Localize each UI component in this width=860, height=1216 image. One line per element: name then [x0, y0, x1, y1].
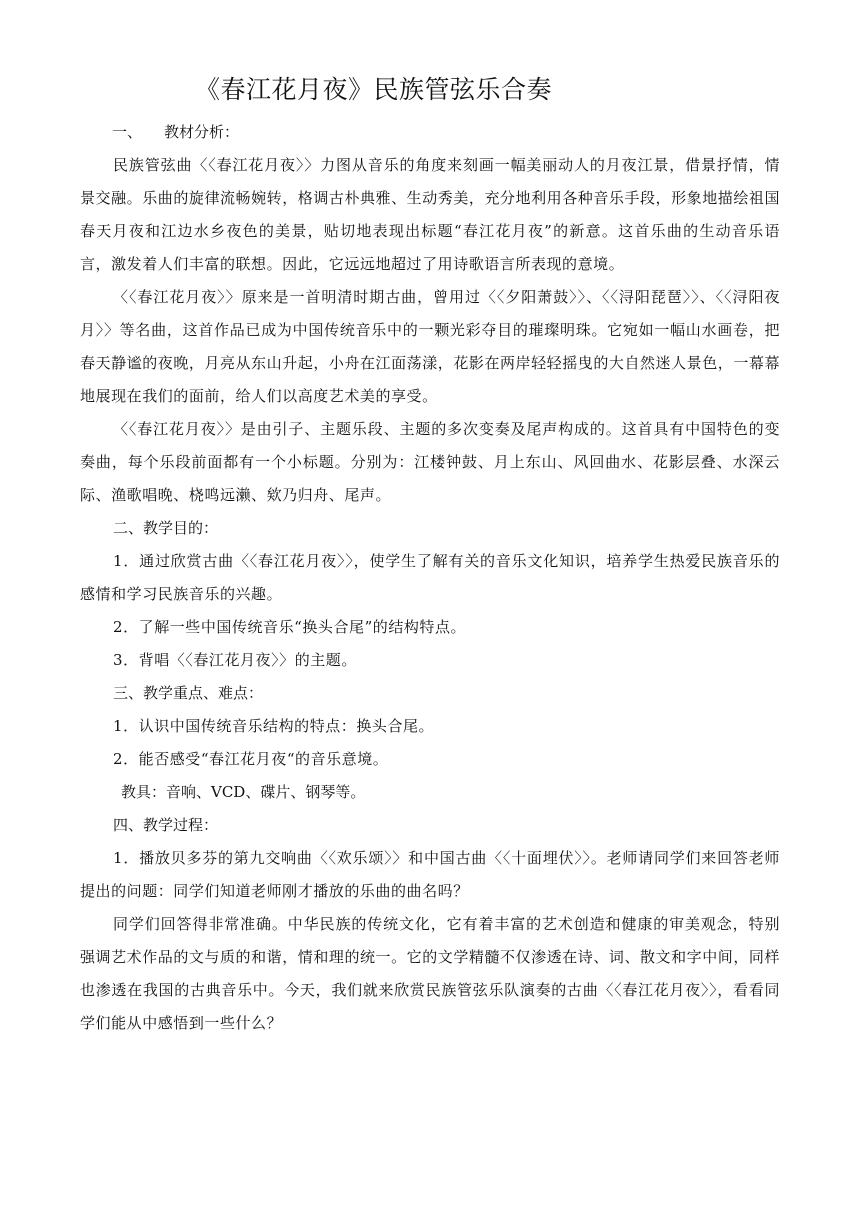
paragraph-structure: 〈〈春江花月夜〉〉是由引子、主题乐段、主题的多次变奏及尾声构成的。这首具有中国特色的变奏曲，每个乐段前面都有一个小标题。分别为：江楼钟鼓、月上东山、风回曲水、花影层叠、水深云际、渔歌唱晚、桡鸣远濑、欸乃归舟、尾声。	[80, 420, 780, 504]
key-point-2: 2．能否感受“春江花月夜“的音乐意境。	[113, 750, 389, 768]
section-heading-analysis	[80, 116, 780, 149]
section-heading-process: 四、教学过程：	[113, 816, 219, 834]
section-number: 一、	[112, 123, 143, 141]
section-heading-goals: 二、教学目的：	[113, 519, 219, 537]
paragraph-history: 〈〈春江花月夜〉〉原来是一首明清时期古曲，曾用过〈〈夕阳萧鼓〉〉、〈〈浔阳琵琶〉〉、〈〈浔阳夜月〉〉等名曲，这首作品已成为中国传统音乐中的一颗光彩夺目的璀璨明珠。它宛如一幅山水画卷，把春天静谧的夜晚，月亮从东山升起，小舟在江面荡漾，花影在两岸轻轻摇曳的大自然迷人景色，一幕幕地展现在我们的面前，给人们以高度艺术美的享受。	[80, 288, 780, 405]
document-title: 《春江花月夜》民族管弦乐合奏	[195, 75, 553, 104]
key-point-1: 1．认识中国传统音乐结构的特点：换头合尾。	[113, 717, 435, 735]
paragraph-response: 同学们回答得非常准确。中华民族的传统文化，它有着丰富的艺术创造和健康的审美观念，特别强调艺术作品的文与质的和谐，情和理的统一。它的文学精髓不仅渗透在诗、词、散文和字中间，同样也渗透在我国的古典音乐中。今天，我们就来欣赏民族管弦乐队演奏的古曲〈〈春江花月夜〉〉，看看同学们能从中感悟到一些什么？	[80, 915, 780, 1032]
goal-item-3: 3．背唱〈〈春江花月夜〉〉的主题。	[113, 651, 357, 669]
goal-item-1: 1．通过欣赏古曲〈〈春江花月夜〉〉，使学生了解有关的音乐文化知识，培养学生热爱民族音乐的感情和学习民族音乐的兴趣。	[80, 552, 780, 603]
section-heading-key-points: 三、教学重点、难点：	[113, 684, 264, 702]
section-label: 教材分析：	[164, 123, 240, 141]
goal-item-2: 2．了解一些中国传统音乐“换头合尾”的结构特点。	[113, 618, 467, 636]
document-page	[80, 70, 780, 1040]
teaching-tools: 教具：音响、VCD、碟片、钢琴等。	[121, 783, 366, 801]
process-step-1: 1．播放贝多芬的第九交响曲〈〈欢乐颂〉〉和中国古曲〈〈十面埋伏〉〉。老师请同学们来回答老师提出的问题：同学们知道老师刚才播放的乐曲的曲名吗？	[80, 849, 780, 900]
paragraph-intro: 民族管弦曲〈〈春江花月夜〉〉力图从音乐的角度来刻画一幅美丽动人的月夜江景，借景抒情，情景交融。乐曲的旋律流畅婉转，格调古朴典雅、生动秀美，充分地利用各种音乐手段，形象地描绘祖国春天月夜和江边水乡夜色的美景，贴切地表现出标题“春江花月夜”的新意。这首乐曲的生动音乐语言，激发着人们丰富的联想。因此，它远远地超过了用诗歌语言所表现的意境。	[80, 156, 780, 273]
